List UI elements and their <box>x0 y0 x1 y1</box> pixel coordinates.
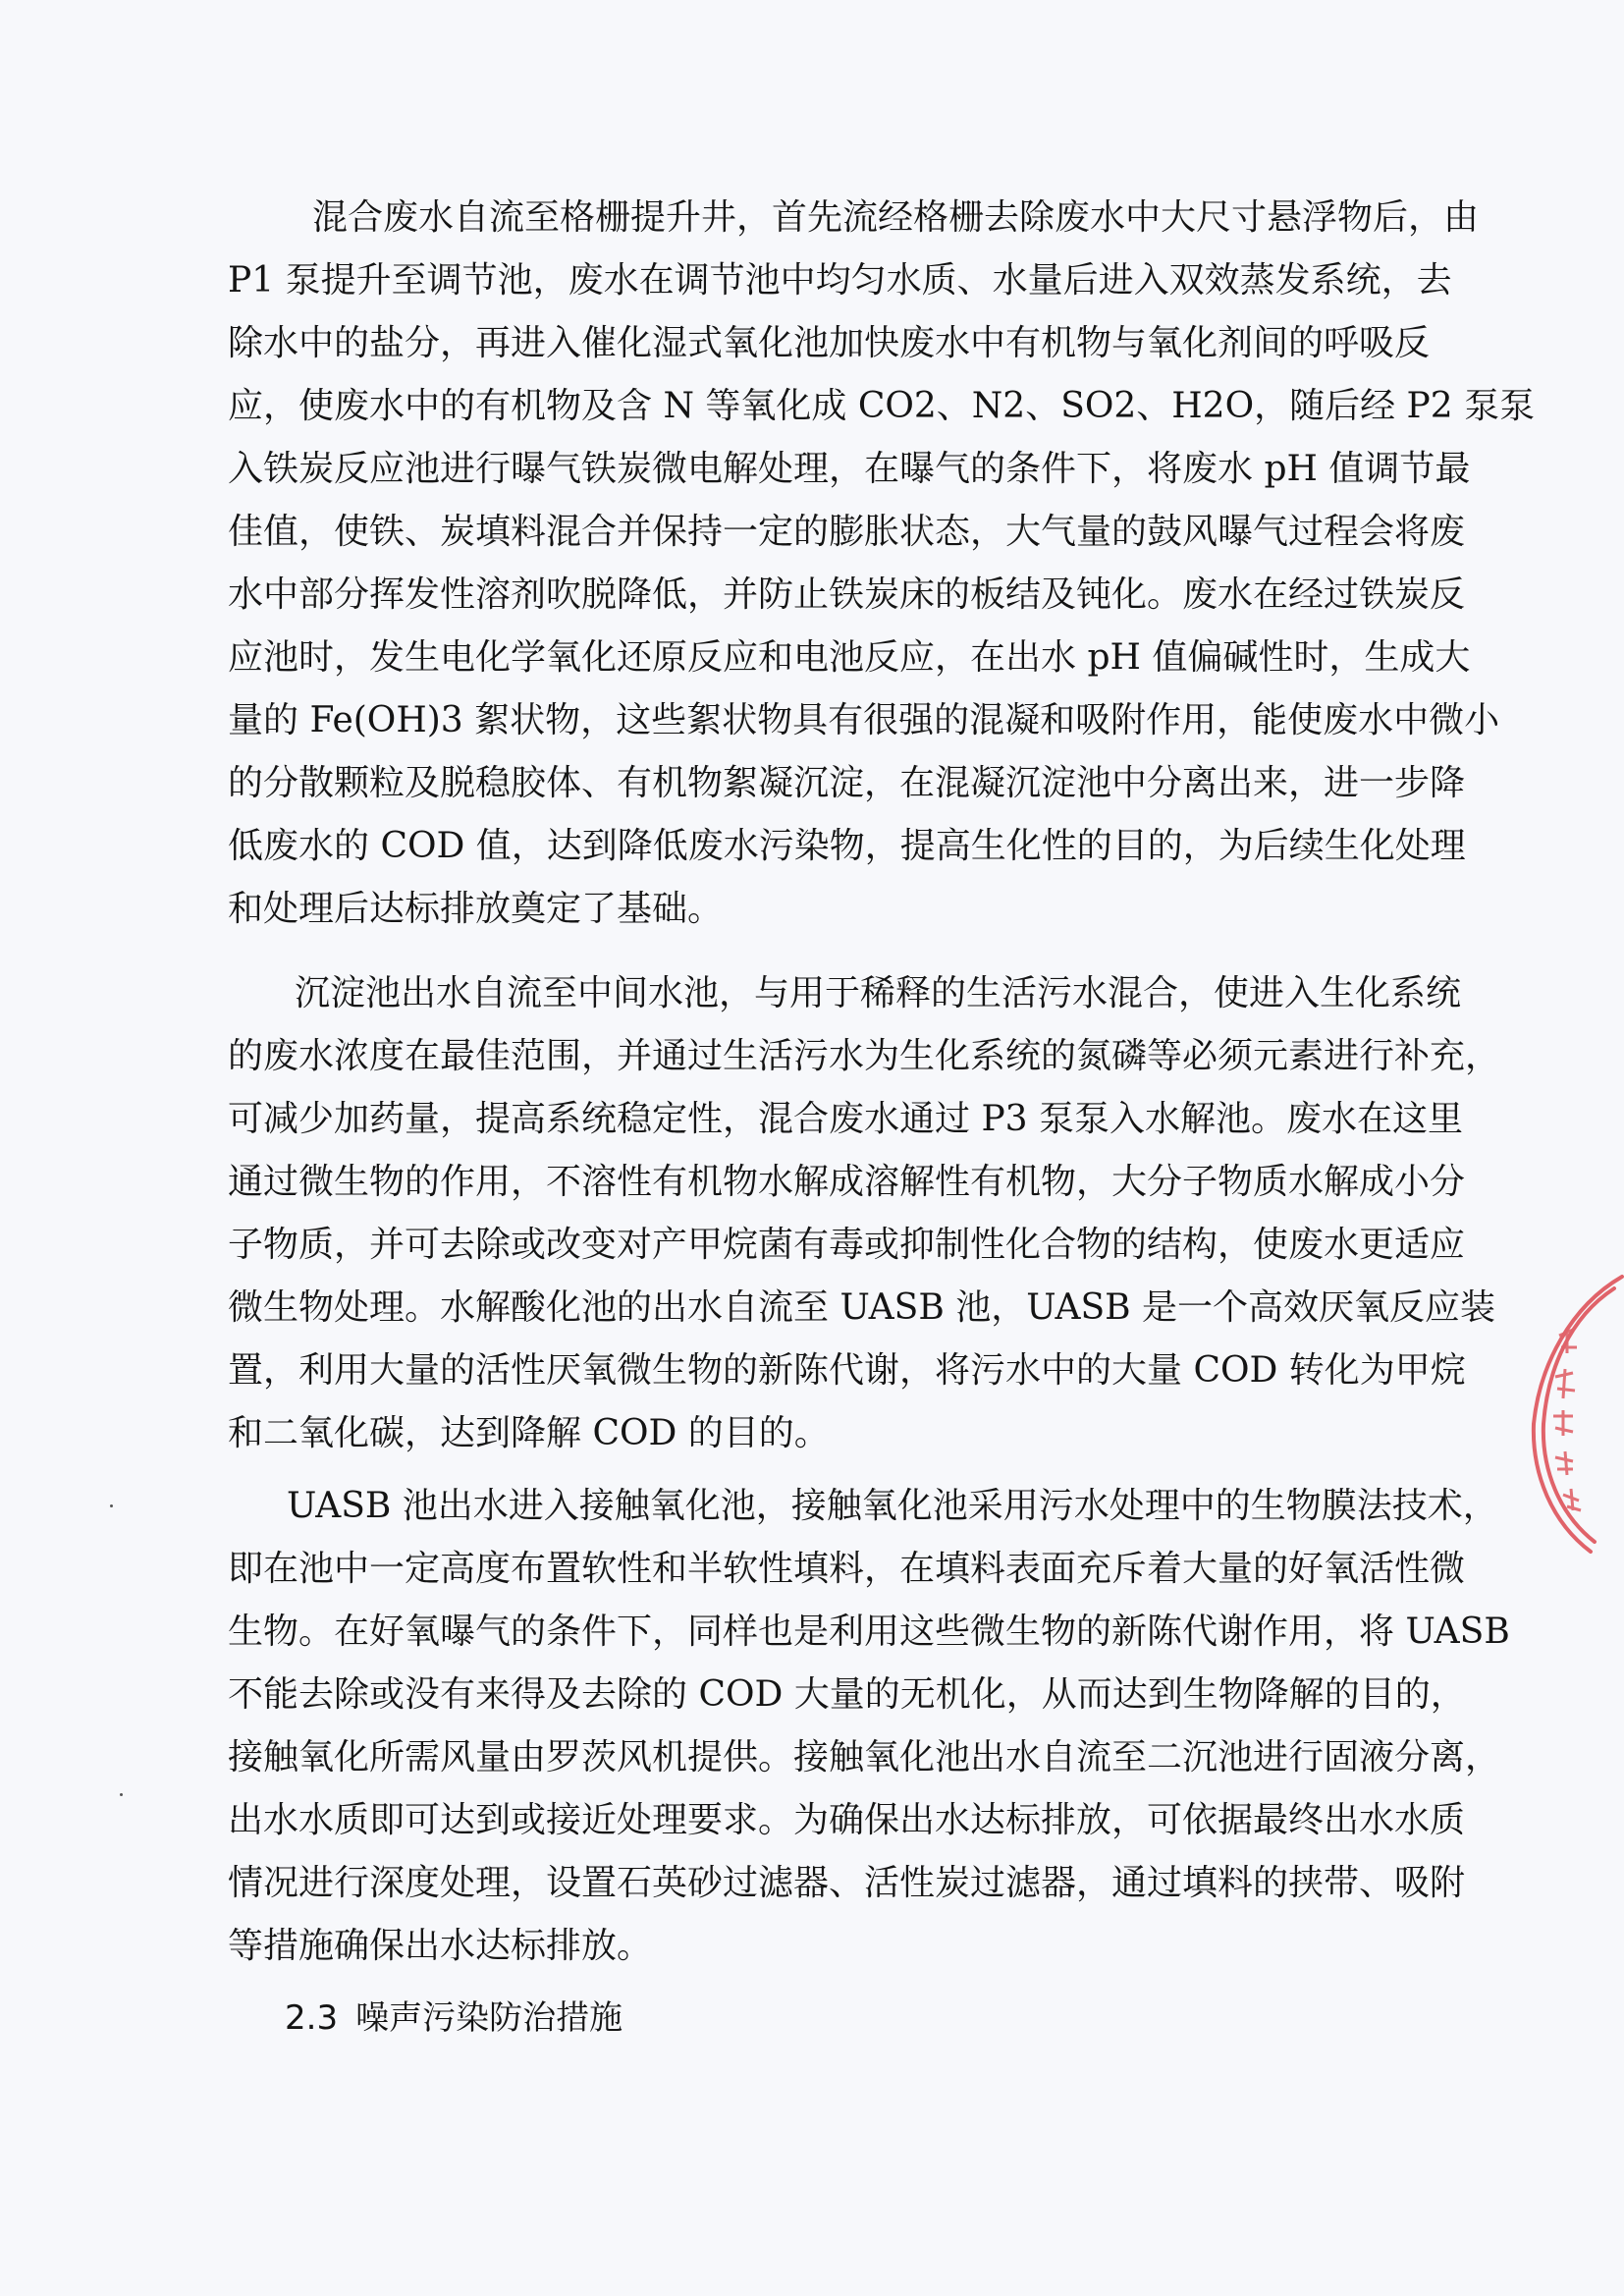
paragraph-line: 量的 Fe(OH)3 絮状物，这些絮状物具有很强的混凝和吸附作用，能使废水中微小 <box>228 700 1500 740</box>
paragraph-line: 沉淀池出水自流至中间水池，与用于稀释的生活污水混合，使进入生化系统 <box>295 973 1462 1013</box>
section-number: 2.3 <box>285 1998 339 2038</box>
paragraph-line: 置，利用大量的活性厌氧微生物的新陈代谢，将污水中的大量 COD 转化为甲烷 <box>228 1350 1466 1391</box>
paragraph-line: 可减少加药量，提高系统稳定性，混合废水通过 P3 泵泵入水解池。废水在这里 <box>228 1099 1464 1139</box>
paragraph-line: 不能去除或没有来得及去除的 COD 大量的无机化，从而达到生物降解的目的， <box>228 1674 1466 1715</box>
paragraph-line: 应池时，发生电化学氧化还原反应和电池反应，在出水 pH 值偏碱性时，生成大 <box>228 637 1471 678</box>
paragraph-line: 低废水的 COD 值，达到降低废水污染物，提高生化性的目的，为后续生化处理 <box>228 826 1466 866</box>
scan-speck <box>110 1504 113 1507</box>
paragraph-line: 和二氧化碳，达到降解 COD 的目的。 <box>228 1413 830 1453</box>
paragraph-line: 通过微生物的作用，不溶性有机物水解成溶解性有机物，大分子物质水解成小分 <box>228 1162 1466 1202</box>
paragraph-line: 子物质，并可去除或改变对产甲烷菌有毒或抑制性化合物的结构，使废水更适应 <box>228 1225 1466 1265</box>
paragraph-line: 水中部分挥发性溶剂吹脱降低，并防止铁炭床的板结及钝化。废水在经过铁炭反 <box>228 574 1466 615</box>
paragraph-line: 即在池中一定高度布置软性和半软性填料，在填料表面充斥着大量的好氧活性微 <box>228 1549 1466 1589</box>
paragraph-line: UASB 池出水进入接触氧化池，接触氧化池采用污水处理中的生物膜法技术， <box>287 1486 1498 1526</box>
paragraph-line: 微生物处理。水解酸化池的出水自流至 UASB 池，UASB 是一个高效厌氧反应装 <box>228 1287 1496 1328</box>
paragraph-line: 生物。在好氧曝气的条件下，同样也是利用这些微生物的新陈代谢作用，将 UASB <box>228 1612 1510 1652</box>
paragraph-line: 等措施确保出水达标排放。 <box>228 1926 653 1966</box>
paragraph-line: P1 泵提升至调节池，废水在调节池中均匀水质、水量后进入双效蒸发系统，去 <box>228 260 1452 301</box>
paragraph-line: 情况进行深度处理，设置石英砂过滤器、活性炭过滤器，通过填料的挟带、吸附 <box>228 1863 1466 1903</box>
paragraph-line: 的分散颗粒及脱稳胶体、有机物絮凝沉淀，在混凝沉淀池中分离出来，进一步降 <box>228 763 1466 803</box>
section-heading <box>285 1996 623 2040</box>
paragraph-line: 佳值，使铁、炭填料混合并保持一定的膨胀状态，大气量的鼓风曝气过程会将废 <box>228 512 1466 552</box>
paragraph-line: 接触氧化所需风量由罗茨风机提供。接触氧化池出水自流至二沉池进行固液分离， <box>228 1737 1501 1777</box>
section-title: 噪声污染防治措施 <box>355 1998 623 2038</box>
paragraph-line: 出水水质即可达到或接近处理要求。为确保出水达标排放，可依据最终出水水质 <box>228 1800 1466 1840</box>
paragraph-line: 的废水浓度在最佳范围，并通过生活污水为生化系统的氮磷等必须元素进行补充， <box>228 1036 1501 1076</box>
paragraph-line: 应，使废水中的有机物及含 N 等氧化成 CO2、N2、SO2、H2O，随后经 P2 泵泵 <box>228 386 1536 426</box>
paragraph-line: 和处理后达标排放奠定了基础。 <box>228 889 724 929</box>
scan-speck <box>120 1793 123 1796</box>
paragraph-line: 入铁炭反应池进行曝气铁炭微电解处理，在曝气的条件下，将废水 pH 值调节最 <box>228 449 1471 489</box>
company-seal-stamp <box>1512 1267 1624 1561</box>
paragraph-line: 混合废水自流至格栅提升井，首先流经格栅去除废水中大尺寸悬浮物后，由 <box>312 197 1480 238</box>
paragraph-line: 除水中的盐分，再进入催化湿式氧化池加快废水中有机物与氧化剂间的呼吸反 <box>228 323 1431 363</box>
